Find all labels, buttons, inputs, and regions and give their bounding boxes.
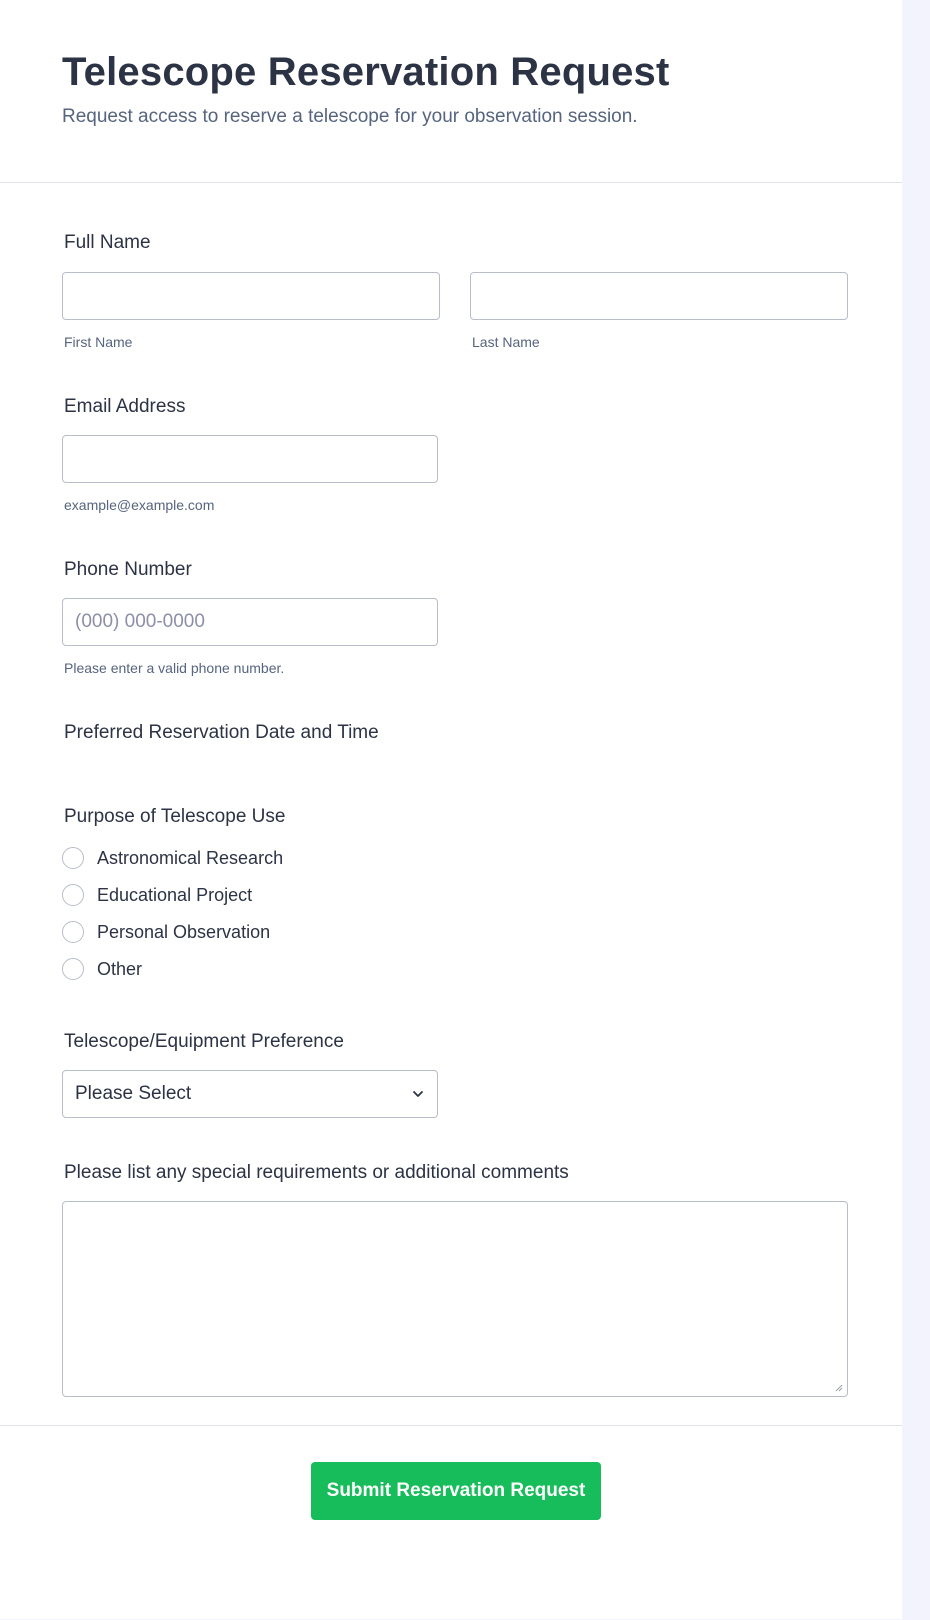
radio-button[interactable] [62,921,84,943]
full-name-label: Full Name [64,232,151,253]
form-subtitle: Request access to reserve a telescope for your observation session. [62,106,638,127]
radio-button[interactable] [62,884,84,906]
form-footer [0,1425,902,1620]
form-title: Telescope Reservation Request [62,50,670,94]
radio-option-other[interactable] [62,956,142,982]
radio-option-personal-observation[interactable] [62,919,270,945]
phone-label: Phone Number [64,559,192,580]
reservation-datetime-label: Preferred Reservation Date and Time [64,722,379,743]
radio-option-label: Personal Observation [97,921,271,942]
email-label: Email Address [64,396,186,417]
radio-option-label: Other [97,958,143,979]
equipment-label: Telescope/Equipment Preference [64,1031,344,1052]
phone-input[interactable] [62,598,438,646]
radio-option-label: Astronomical Research [97,847,284,868]
radio-button[interactable] [62,847,84,869]
email-input[interactable] [62,435,438,483]
equipment-select-value: Please Select [75,1083,192,1104]
last-name-input[interactable] [470,272,848,320]
resize-handle-icon[interactable] [833,1382,843,1392]
purpose-label: Purpose of Telescope Use [64,806,286,827]
phone-sublabel: Please enter a valid phone number. [64,660,285,676]
comments-textarea[interactable] [62,1201,848,1397]
equipment-select[interactable] [62,1070,438,1118]
comments-label: Please list any special requirements or additional comments [64,1162,569,1183]
first-name-sublabel: First Name [64,334,133,350]
radio-option-label: Educational Project [97,884,253,905]
email-sublabel: example@example.com [64,497,215,513]
chevron-down-icon [411,1087,425,1101]
radio-button[interactable] [62,958,84,980]
form-header [0,0,902,183]
last-name-sublabel: Last Name [472,334,540,350]
submit-button[interactable]: Submit Reservation Request [311,1462,601,1520]
radio-option-educational-project[interactable] [62,882,252,908]
radio-option-astronomical-research[interactable] [62,845,283,871]
first-name-input[interactable] [62,272,440,320]
